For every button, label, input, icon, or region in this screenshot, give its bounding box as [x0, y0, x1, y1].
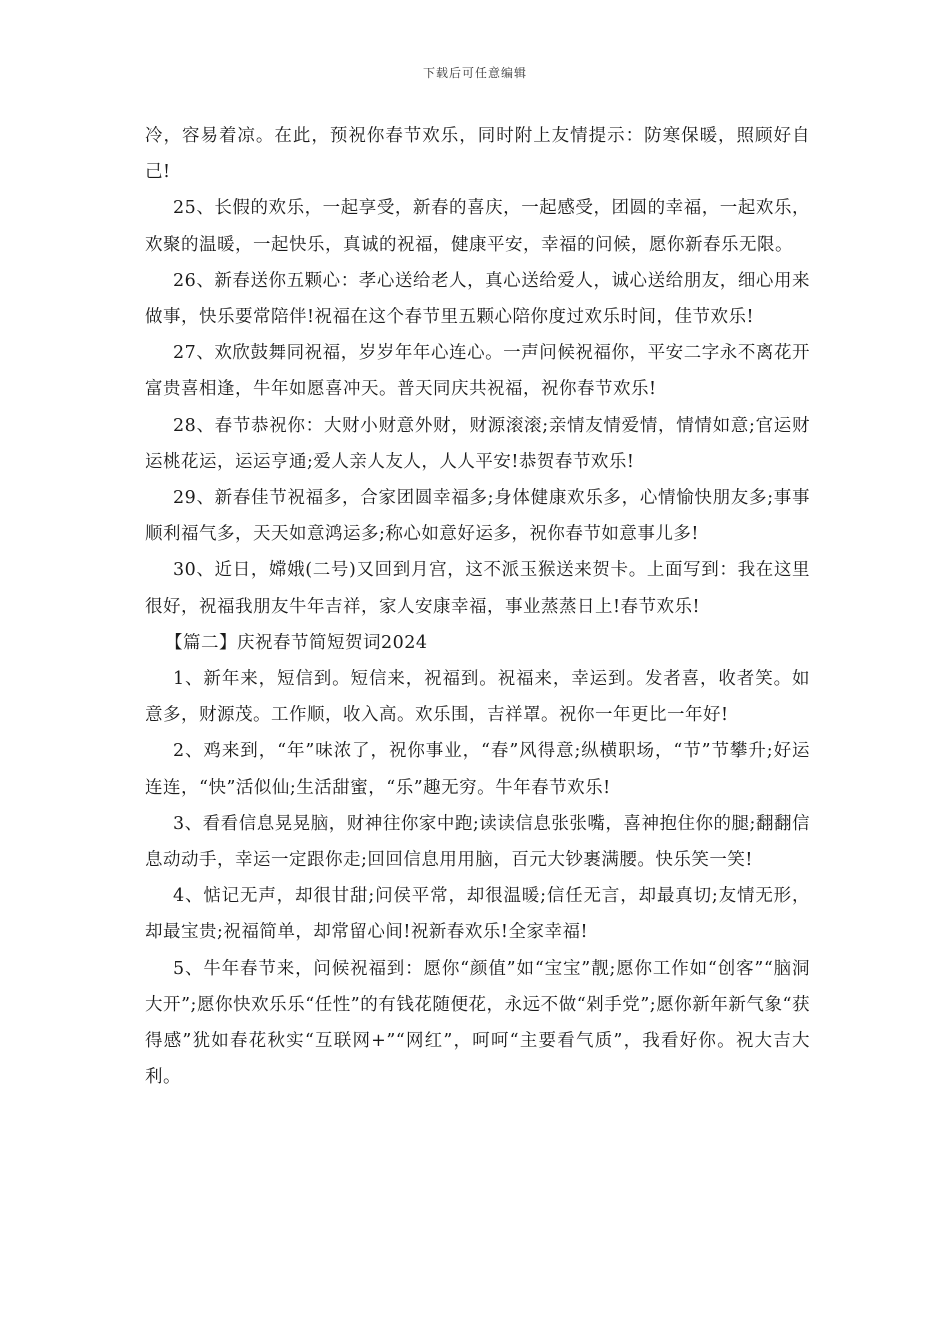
- paragraph: 28、春节恭祝你：大财小财意外财，财源滚滚;亲情友情爱情，情情如意;官运财运桃花运，运运亨通;爱人亲人友人，人人平安!恭贺春节欢乐!: [145, 415, 810, 472]
- document-body: [145, 118, 810, 1095]
- section-title: 【篇二】庆祝春节简短贺词2024: [165, 632, 428, 653]
- paragraph: 30、近日，嫦娥(二号)又回到月宫，这不派玉猴送来贺卡。上面写到：我在这里很好，祝福我朋友牛年吉祥，家人安康幸福，事业蒸蒸日上!春节欢乐!: [145, 560, 810, 617]
- paragraph: 26、新春送你五颗心：孝心送给老人，真心送给爱人，诚心送给朋友，细心用来做事，快乐要常陪伴!祝福在这个春节里五颗心陪你度过欢乐时间，佳节欢乐!: [145, 270, 810, 328]
- paragraph: 1、新年来，短信到。短信来，祝福到。祝福来，幸运到。发者喜，收者笑。如意多，财源茂。工作顺，收入高。欢乐围，吉祥罩。祝你一年更比一年好!: [145, 669, 810, 726]
- paragraph: 4、惦记无声，却很甘甜;问侯平常，却很温暖;信任无言，却最真切;友情无形，却最宝贵;祝福简单，却常留心间!祝新春欢乐!全家幸福!: [145, 886, 810, 943]
- paragraph: 2、鸡来到，“年”味浓了，祝你事业，“春”风得意;纵横职场，“节”节攀升;好运连连，“快”活似仙;生活甜蜜，“乐”趣无穷。牛年春节欢乐!: [145, 741, 810, 798]
- paragraph: 冷，容易着凉。在此，预祝你春节欢乐，同时附上友情提示：防寒保暖，照顾好自己!: [145, 126, 810, 183]
- paragraph: 25、长假的欢乐，一起享受，新春的喜庆，一起感受，团圆的幸福，一起欢乐，欢聚的温暖，一起快乐，真诚的祝福，健康平安，幸福的问候，愿你新春乐无限。: [145, 198, 810, 255]
- page-header-note: 下载后可任意编辑: [422, 66, 527, 80]
- paragraph: 29、新春佳节祝福多，合家团圆幸福多;身体健康欢乐多，心情愉快朋友多;事事顺利福气多，天天如意鸿运多;称心如意好运多，祝你春节如意事儿多!: [145, 488, 810, 545]
- paragraph-group-part1: [145, 118, 810, 625]
- paragraph: 27、欢欣鼓舞同祝福，岁岁年年心连心。一声问候祝福你，平安二字永不离花开富贵喜相逢，牛年如愿喜冲天。普天同庆共祝福，祝你春节欢乐!: [145, 343, 810, 400]
- paragraph-group-part2: [145, 661, 810, 1095]
- paragraph: 3、看看信息晃晃脑，财神往你家中跑;读读信息张张嘴，喜神抱住你的腿;翻翻信息动动手，幸运一定跟你走;回回信息用用脑，百元大钞裹满腰。快乐笑一笑!: [145, 813, 810, 871]
- paragraph: 5、牛年春节来，问候祝福到：愿你“颜值”如“宝宝”靓;愿你工作如“创客”“脑洞大开”;愿你快欢乐乐“任性”的有钱花随便花，永远不做“剁手党”;愿你新年新气象“获得感”犹如春花秋实“互联网+”“网红”，呵呵“主要看气质”，我看好你。祝大吉大利。: [145, 958, 810, 1088]
